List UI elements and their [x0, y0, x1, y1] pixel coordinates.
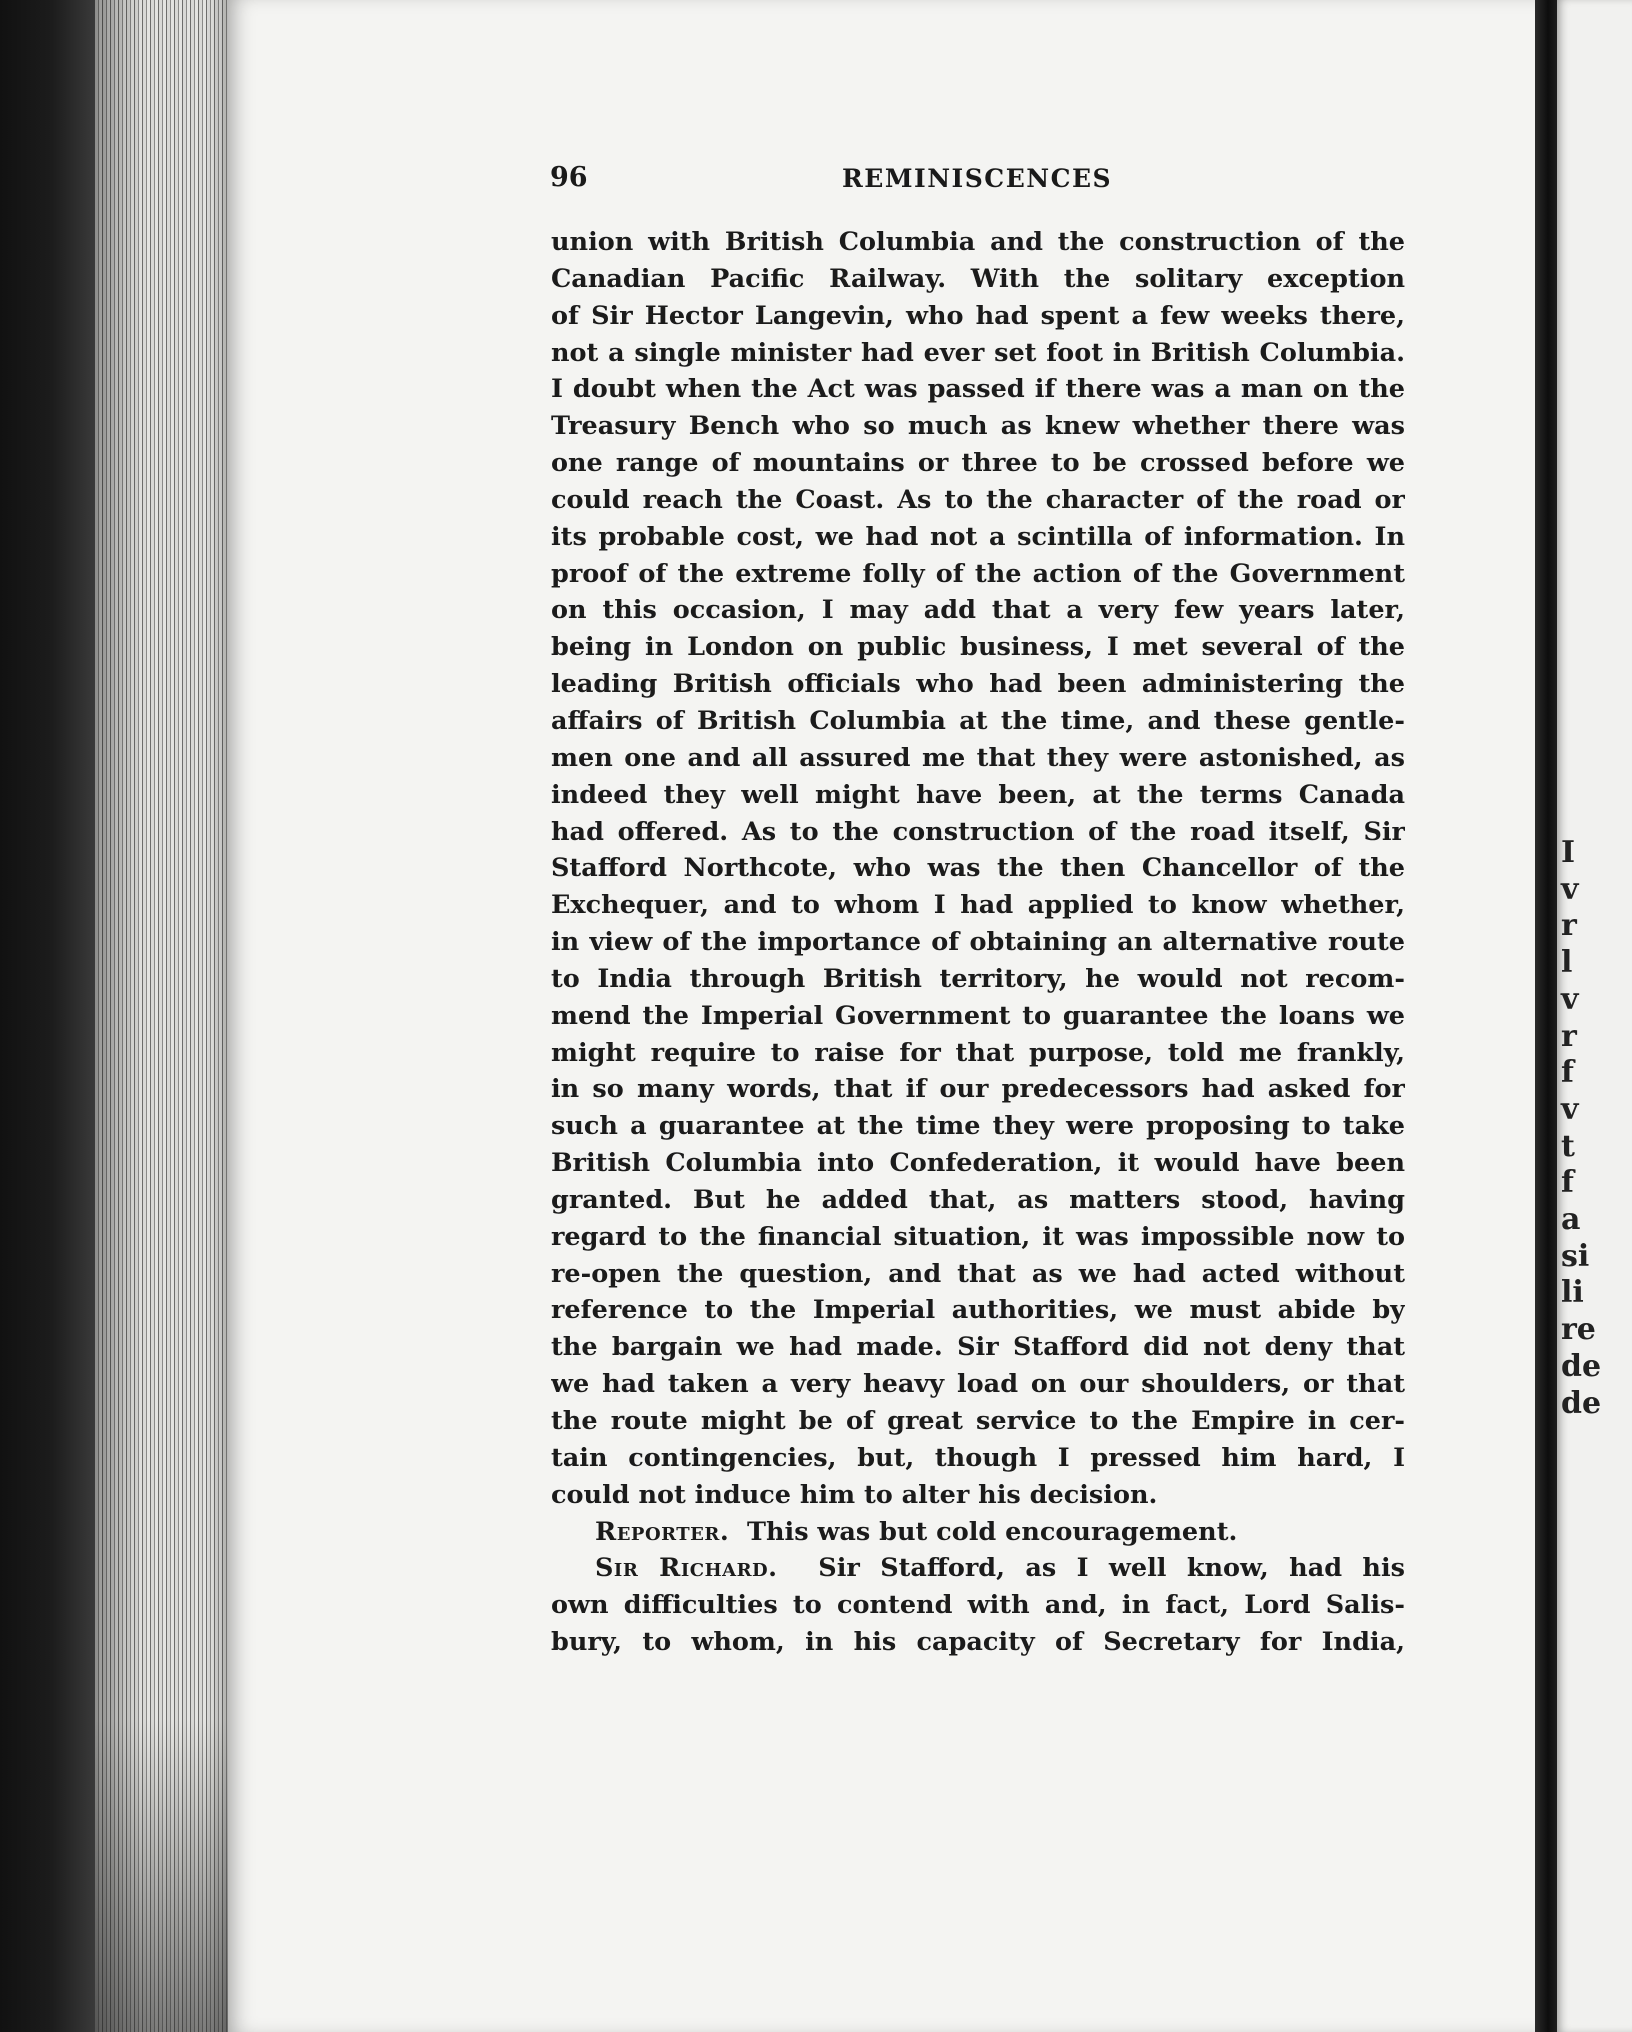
- text-line: had offered. As to the construction of the road itself, Sir: [551, 816, 1405, 847]
- facing-page-fragment: l: [1561, 945, 1573, 981]
- text-line: in so many words, that if our predecessors had asked for: [551, 1074, 1405, 1105]
- text-line: one range of mountains or three to be crossed before we: [551, 448, 1405, 479]
- text-line: own difficulties to contend with and, in fact, Lord Salis-: [551, 1590, 1405, 1621]
- text-line: Canadian Pacific Railway. With the solitary exception: [551, 263, 1405, 294]
- text-line: might require to raise for that purpose, told me frankly,: [551, 1037, 1405, 1068]
- facing-page-fragment: r: [1561, 1018, 1577, 1054]
- facing-page-fragment: v: [1561, 871, 1579, 907]
- text-line: union with British Columbia and the construction of the: [551, 227, 1405, 257]
- body-text: [551, 224, 1405, 1661]
- text-line: reference to the Imperial authorities, we must abide by: [551, 1295, 1405, 1326]
- text-line: British Columbia into Confederation, it would have been: [551, 1148, 1405, 1179]
- text-line: its probable cost, we had not a scintilla of information. In: [551, 521, 1405, 552]
- facing-page-fragment: de: [1561, 1348, 1602, 1384]
- facing-page-fragment: v: [1561, 981, 1579, 1017]
- facing-page-fragment: re: [1561, 1312, 1596, 1348]
- facing-page-fragment: t: [1561, 1128, 1575, 1164]
- speech-text: Sir Stafford, as I well know, had his: [818, 1553, 1405, 1584]
- paragraph-3: [551, 1550, 1405, 1661]
- facing-page-fragment: f: [1561, 1055, 1574, 1091]
- facing-page-fragment: li: [1561, 1275, 1584, 1311]
- text-line: could not induce him to alter his decision.: [551, 1479, 1158, 1510]
- text-line: could reach the Coast. As to the character of the road or: [551, 484, 1405, 515]
- speaker-label: Sir Richard.: [595, 1553, 778, 1584]
- text-line: such a guarantee at the time they were proposing to take: [551, 1111, 1405, 1142]
- speaker-label: Reporter.: [595, 1516, 730, 1547]
- text-line: granted. But he added that, as matters stood, having: [551, 1184, 1405, 1215]
- text-line: leading British officials who had been administering the: [551, 669, 1405, 700]
- text-line: Exchequer, and to whom I had applied to know whether,: [551, 890, 1405, 921]
- text-line: men one and all assured me that they were astonished, as: [551, 742, 1405, 773]
- text-line: re-open the question, and that as we had acted without: [551, 1258, 1405, 1289]
- facing-page-fragment: I: [1561, 835, 1576, 870]
- text-line: [551, 1514, 1405, 1551]
- page-number: 96: [550, 162, 588, 193]
- text-line: proof of the extreme folly of the action of the Government: [551, 558, 1405, 589]
- text-line: tain contingencies, but, though I pressed him hard, I: [551, 1442, 1405, 1473]
- text-line: Stafford Northcote, who was the then Chancellor of the: [551, 853, 1405, 884]
- text-line: the route might be of great service to the Empire in cer-: [551, 1406, 1405, 1436]
- paragraph-1: [551, 224, 1405, 1514]
- facing-page-edge: [1557, 0, 1632, 2032]
- text-line: mend the Imperial Government to guarantee the loans we: [551, 1000, 1405, 1031]
- paragraph-2: [551, 1514, 1405, 1551]
- facing-page-fragment: de: [1561, 1385, 1602, 1421]
- text-line: affairs of British Columbia at the time, and these gentle-: [551, 705, 1405, 736]
- running-title: REMINISCENCES: [842, 164, 1113, 193]
- text-line: I doubt when the Act was passed if there was a man on the: [551, 374, 1405, 405]
- text-line: being in London on public business, I met several of the: [551, 632, 1405, 663]
- text-line: indeed they well might have been, at the terms Canada: [551, 779, 1405, 810]
- facing-page-fragment: r: [1561, 908, 1577, 944]
- facing-page-fragment: v: [1561, 1091, 1579, 1127]
- text-line: in view of the importance of obtaining an alternative route: [551, 927, 1405, 958]
- text-line: of Sir Hector Langevin, who had spent a few weeks there,: [551, 300, 1405, 331]
- speech-text: This was but cold encouragement.: [747, 1516, 1238, 1547]
- text-line: regard to the financial situation, it was impossible now to: [551, 1221, 1405, 1252]
- text-line: Treasury Bench who so much as knew whether there was: [551, 411, 1405, 442]
- text-line: [551, 1550, 1405, 1587]
- text-line: not a single minister had ever set foot in British Columbia.: [551, 337, 1405, 368]
- book-gutter: [1535, 0, 1557, 2032]
- facing-page-fragment: si: [1561, 1238, 1590, 1274]
- text-line: on this occasion, I may add that a very few years later,: [551, 595, 1405, 626]
- facing-page-fragment: f: [1561, 1165, 1574, 1201]
- text-line: bury, to whom, in his capacity of Secretary for India,: [551, 1627, 1405, 1658]
- text-line: we had taken a very heavy load on our shoulders, or that: [551, 1369, 1405, 1400]
- book-binding: [0, 0, 95, 2032]
- text-line: the bargain we had made. Sir Stafford did not deny that: [551, 1332, 1405, 1363]
- running-head: [550, 162, 1410, 202]
- facing-page-fragment: a: [1561, 1202, 1581, 1237]
- text-line: to India through British territory, he would not recom-: [551, 963, 1405, 994]
